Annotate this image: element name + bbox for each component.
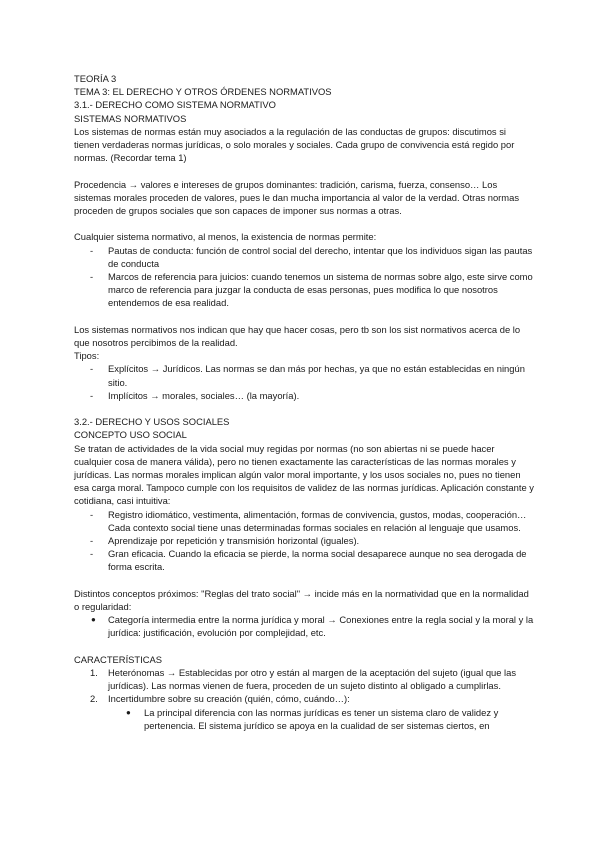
list-item: - Gran eficacia. Cuando la eficacia se pierde, la norma social desaparece aunque no sea derogada de forma escrita. (90, 548, 527, 573)
dash-marker: - (90, 363, 94, 375)
spacer (74, 310, 534, 323)
subsection-title-sistemas: SISTEMAS NORMATIVOS (74, 112, 187, 124)
topic-title: TEMA 3: EL DERECHO Y OTROS ÓRDENES NORMATIVOS (74, 86, 332, 98)
paragraph-intro: Los sistemas de normas están muy asociados a la regulación de las conductas de grupos: discutimos si tienen verdaderas normas jurídicas, o solo morales y sociales. Cada grupo de convivencia está regido por normas. (Recordar tema 1) (74, 125, 515, 164)
list-tipos (74, 362, 534, 402)
numbered-list-caracteristicas (74, 666, 534, 732)
dash-marker: - (90, 244, 94, 256)
section-title-3-2: 3.2.- DERECHO Y USOS SOCIALES (74, 416, 230, 428)
list-item: - Aprendizaje por repetición y transmisión horizontal (iguales). (90, 535, 360, 547)
list-item: - Pautas de conducta: función de control social del derecho, intentar que los individuos sigan las pautas de conducta (90, 244, 533, 269)
paragraph-cualquier-sistema: Cualquier sistema normativo, al menos, la existencia de normas permite: (74, 231, 377, 243)
tipos-label: Tipos: (74, 350, 100, 362)
bullet-list-conceptos (74, 613, 534, 639)
document-page (74, 72, 534, 732)
caracteristicas-title: CARACTERÍSTICAS (74, 653, 163, 665)
paragraph-procedencia: Procedencia → valores e intereses de grupos dominantes: tradición, carisma, fuerza, consenso… Los sistemas morales proceden de valores, pues le dan mucha importancia al valor de la verdad. Otras normas proceden de grupos sociales que son capaces de imponer sus normas a otras. (74, 178, 520, 217)
list-item: - Explícitos → Jurídicos. Las normas se dan más por hechas, ya que no están establecidas en ningún sitio. (90, 363, 525, 388)
list-item: 1. Heterónomas → Establecidas por otro y están al margen de la aceptación del sujeto (igual que las jurídicas). Las normas vienen de fuera, proceden de un sujeto distinto al obligado a cumplirlas. (90, 667, 517, 692)
doc-title: TEORÍA 3 (74, 73, 117, 84)
spacer (74, 574, 534, 587)
paragraph-sistemas-normativos: Los sistemas normativos nos indican que hay que hacer cosas, pero tb son los sist normativos acerca de lo que nosotros percibimos de la realidad. (74, 323, 521, 349)
dash-marker: - (90, 548, 94, 560)
spacer (74, 217, 534, 230)
bullet-marker: ● (91, 615, 96, 625)
subsection-title-uso-social: CONCEPTO USO SOCIAL (74, 429, 187, 441)
number-marker: 1. (90, 667, 98, 679)
spacer (74, 402, 534, 415)
list-item: - Implícitos → morales, sociales… (la mayoría). (90, 389, 300, 401)
spacer (74, 164, 534, 177)
number-marker: 2. (90, 693, 98, 705)
list-funciones (74, 244, 534, 310)
bullet-marker: ● (126, 707, 131, 717)
list-item: 2. Incertidumbre sobre su creación (quién, cómo, cuándo…): ● La principal diferencia con las normas jurídicas es tener un sistema claro de validez y pertenencia. El sistema jurídico se apoya en la cualidad de ser sistemas ciertos, en (74, 692, 534, 732)
list-uso-social (74, 508, 534, 574)
list-item: ● La principal diferencia con las normas jurídicas es tener un sistema claro de validez y pertenencia. El sistema jurídico se apoya en la cualidad de ser sistemas ciertos, en (126, 706, 499, 731)
list-item: - Registro idiomático, vestimenta, alimentación, formas de convivencia, gustos, modas, cooperación… Cada contexto social tiene unas determinadas formas sociales en relación al lenguaje que usamos. (90, 508, 527, 533)
spacer (74, 640, 534, 653)
list-item: - Marcos de referencia para juicios: cuando tenemos un sistema de normas sobre algo, este sirve como marco de referencia para juzgar la conducta de esas personas, pues modifica lo que nosotros entendemos de esa realidad. (90, 271, 533, 309)
list-item: ● Categoría intermedia entre la norma jurídica y moral → Conexiones entre la regla social y la moral y la jurídica: justificación, evolución por complejidad, etc. (91, 614, 534, 639)
dash-marker: - (90, 389, 94, 401)
paragraph-uso-social: Se tratan de actividades de la vida social muy regidas por normas (no son abiertas ni se puede hacer cualquier cosa de manera válida), pero no tienen exactamente las características de las normas morales y jurídicas. Las normas morales implican algún valor moral importante, y los usos sociales no, pues no tienen esa carga moral. Tampoco cumple con los requisitos de validez de las normas jurídicas. Aplicación constante y cotidiana, casi intuitiva: (74, 442, 534, 507)
paragraph-conceptos-proximos: Distintos conceptos próximos: "Reglas del trato social" → incide más en la normatividad que en la normalidad o regularidad: (74, 587, 529, 613)
dash-marker: - (90, 535, 94, 547)
dash-marker: - (90, 508, 94, 520)
dash-marker: - (90, 271, 94, 283)
section-title-3-1: 3.1.- DERECHO COMO SISTEMA NORMATIVO (74, 99, 276, 111)
sub-bullet-list (108, 706, 534, 732)
